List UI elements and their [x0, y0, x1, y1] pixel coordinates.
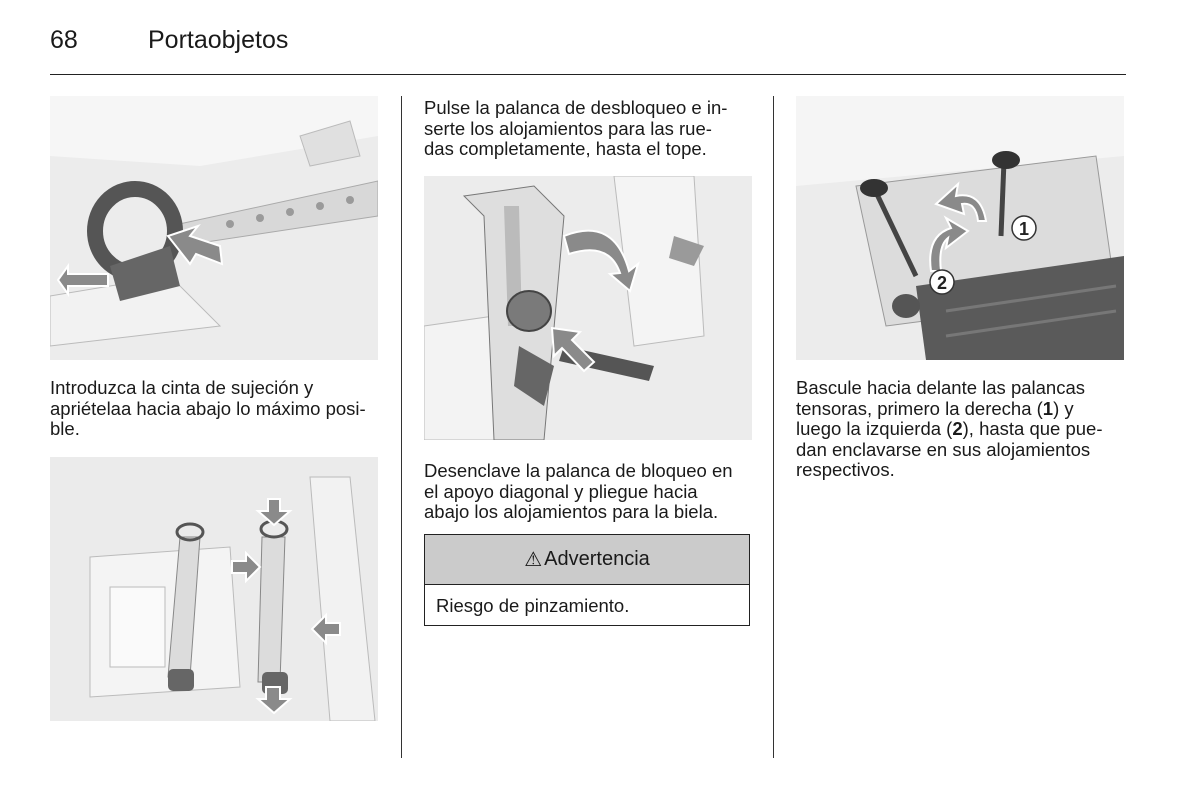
paragraph-strap	[50, 378, 366, 440]
figure-rails	[50, 457, 378, 721]
warning-text: Riesgo de pinzamiento.	[436, 595, 630, 616]
page-header	[50, 26, 1126, 56]
page-number: 68	[50, 26, 78, 54]
column-divider-left	[401, 96, 402, 758]
paragraph-tension-levers	[796, 378, 1103, 481]
section-title: Portaobjetos	[148, 26, 289, 54]
warning-box	[424, 534, 750, 626]
text-line: Pulse la palanca de desbloqueo e in-	[424, 97, 728, 118]
paragraph-unlock-lever	[424, 461, 733, 523]
figure-strap-clamp	[50, 96, 378, 360]
text-line: Desenclave la palanca de bloqueo en	[424, 460, 733, 481]
text-line: respectivos.	[796, 459, 895, 480]
text-line: dan enclavarse en sus alojamientos	[796, 438, 1091, 460]
figure-label-2: 2	[936, 273, 948, 293]
text-line: apriételaa hacia abajo lo máximo posi-	[50, 397, 366, 419]
header-rule	[50, 74, 1126, 75]
text-line: el apoyo diagonal y pliegue hacia	[424, 480, 698, 502]
text-line: ) y	[1053, 397, 1074, 419]
warning-triangle-icon: ⚠	[524, 549, 543, 571]
paragraph-release-lever	[424, 98, 727, 160]
ref-number-1: 1	[1042, 397, 1054, 419]
warning-title: Advertencia	[544, 548, 650, 570]
text-line: Bascule hacia delante las palancas	[796, 377, 1085, 398]
text-line: tensoras, primero la derecha (	[796, 397, 1043, 419]
text-line: ble.	[50, 418, 80, 439]
figure-lock-lever	[424, 176, 752, 440]
figure-tension-levers	[796, 96, 1124, 360]
warning-header	[425, 535, 749, 585]
text-line: ), hasta que pue-	[962, 418, 1103, 439]
text-line: abajo los alojamientos para la biela.	[424, 501, 719, 522]
ref-number-2: 2	[952, 418, 963, 439]
column-divider-right	[773, 96, 774, 758]
text-line: luego la izquierda (	[796, 418, 953, 439]
figure-label-1: 1	[1018, 219, 1030, 239]
text-line: das completamente, hasta el tope.	[424, 138, 707, 159]
text-line: serte los alojamientos para las rue-	[424, 117, 712, 139]
text-line: Introduzca la cinta de sujeción y	[50, 377, 314, 398]
